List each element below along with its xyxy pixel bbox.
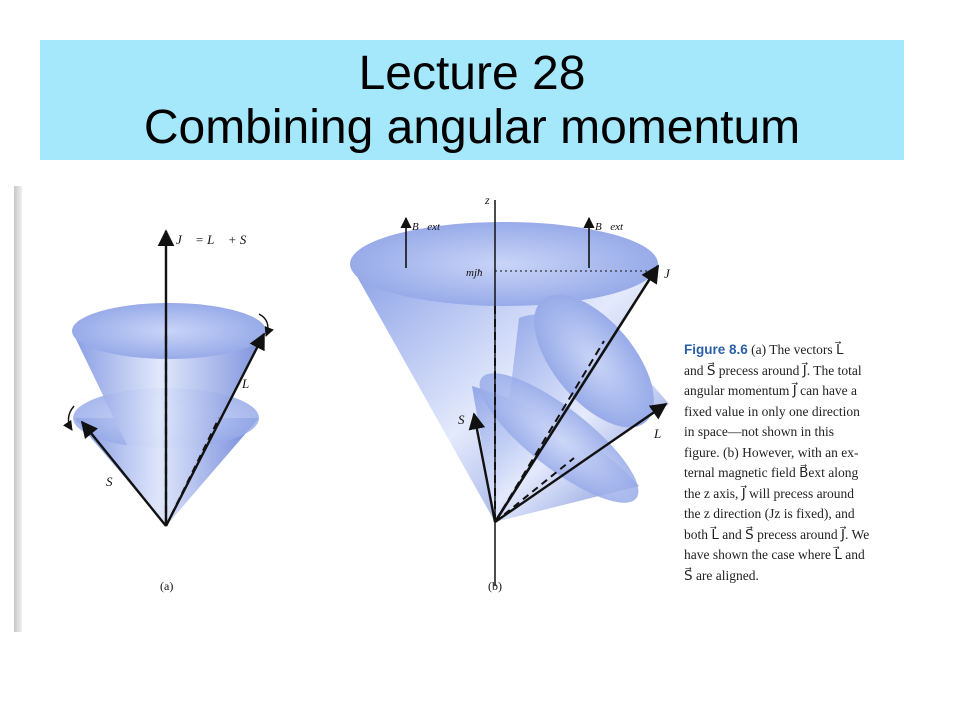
s-label: S⃗ (106, 474, 123, 489)
l-label: L⃗ (242, 376, 260, 391)
l-label-b: L⃗ (654, 426, 672, 441)
j-cone-rim (350, 222, 658, 306)
figure-caption (684, 340, 924, 586)
caption-line: ternal magnetic field B⃗ext along (684, 465, 859, 480)
figure-a (68, 231, 267, 593)
caption-line: and S⃗ precess around J⃗. The total (684, 362, 862, 378)
caption-line: the z axis, J⃗ will precess around (684, 485, 855, 501)
mj-label: mjħ (466, 267, 483, 279)
z-axis-label: z (485, 193, 490, 207)
panel-a-label: (a) (160, 579, 174, 593)
caption-line: angular momentum J⃗ can have a (684, 383, 858, 398)
l-cone-rim (72, 303, 266, 359)
caption-line: figure. (b) However, with an ex- (684, 444, 859, 460)
figure-b (350, 193, 680, 593)
title-banner (40, 40, 904, 160)
s-label-b: S⃗ (458, 412, 475, 427)
panel-b-label: (b) (488, 579, 502, 593)
b-ext-right-label: B⃗ext (595, 221, 624, 233)
caption-line: in space—not shown in this (684, 424, 834, 439)
caption-line: the z direction (Jz is fixed), and (684, 506, 855, 521)
slide-title: Lecture 28 (358, 47, 586, 100)
textbook-figure (14, 186, 704, 632)
figure-number: Figure 8.6 (684, 342, 748, 357)
caption-line: Figure 8.6 (a) The vectors L⃗ (684, 342, 844, 357)
caption-line: S⃗ are aligned. (684, 567, 759, 583)
caption-line: both L⃗ and S⃗ precess around J⃗. We (684, 526, 870, 542)
b-ext-left-label: B⃗ext (412, 221, 441, 233)
j-label-b: J⃗ (664, 266, 680, 281)
caption-line: fixed value in only one direction (684, 403, 860, 419)
precession-diagram (14, 186, 704, 632)
caption-line: have shown the case where L⃗ and (684, 547, 865, 562)
j-equation-label: J⃗ = L⃗ + S⃗ (176, 232, 257, 247)
slide-subtitle: Combining angular momentum (143, 101, 801, 154)
